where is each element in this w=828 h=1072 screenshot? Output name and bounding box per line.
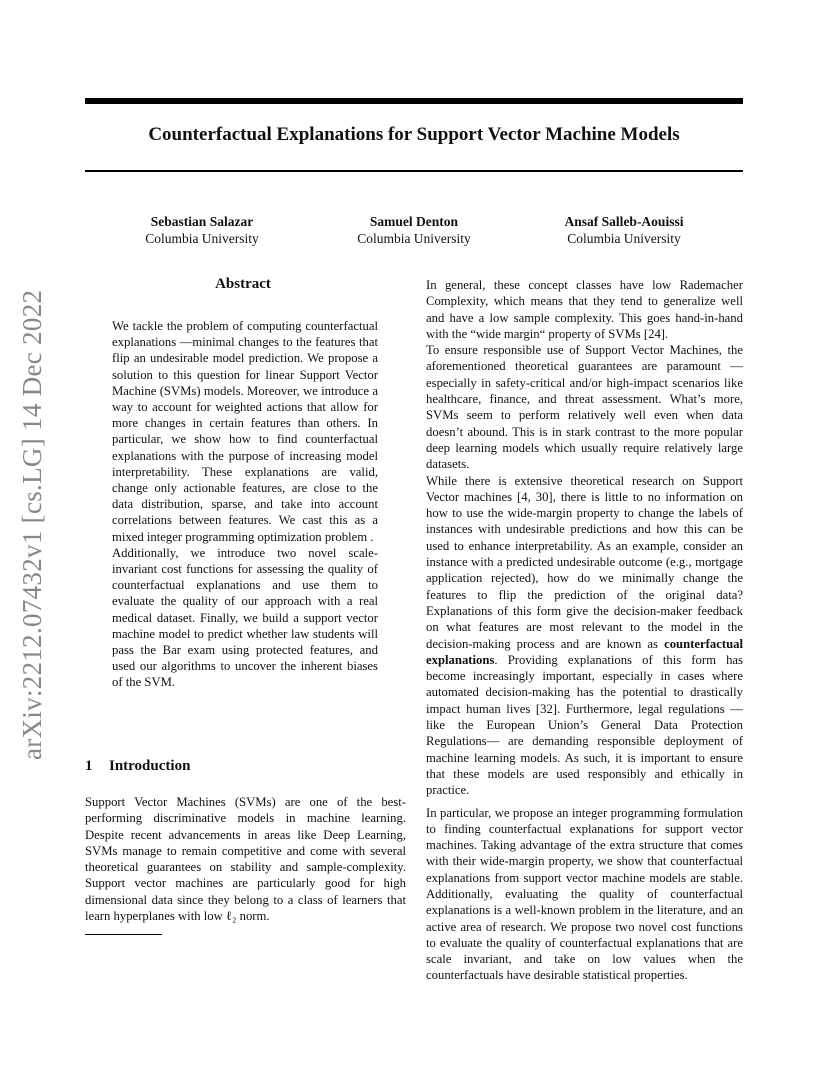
author-name: Sebastian Salazar xyxy=(150,214,254,229)
section-title: Introduction xyxy=(109,758,191,774)
abstract-paragraph: We tackle the problem of computing counterfactual explanations —minimal changes to the features that flip an undesirable model prediction. We propose a solution to this question for linear Support Vector Machine (SVMs) models. Moreover, we introduce a way to account for weighted actions that allow for more changes in certain features than others. In particular, we show how to find counterfactual explanations with the purpose of increasing model interpretability. These explanations are valid, change only actionable features, are close to the data distribution, sparse, and take into account correlations between features. We cast this as a mixed integer programming optimization problem . xyxy=(112,319,378,544)
abstract-body xyxy=(112,318,378,691)
section-number: 1 xyxy=(85,758,93,774)
author-block-2 xyxy=(314,213,514,247)
paper-title: Counterfactual Explanations for Support Vector Machine Models xyxy=(148,124,680,145)
author-block-1 xyxy=(102,213,302,247)
introduction-body xyxy=(85,794,406,924)
author-name: Samuel Denton xyxy=(369,214,459,229)
footnote-rule xyxy=(85,934,162,935)
author-affiliation: Columbia University xyxy=(357,231,471,246)
arxiv-identifier: arXiv:2212.07432v1 [cs.LG] 14 Dec 2022 xyxy=(17,289,47,760)
bold-term: counterfactual explanations xyxy=(426,636,743,667)
section-heading xyxy=(85,758,405,775)
title-bottom-rule xyxy=(85,170,743,172)
author-name: Ansaf Salleb-Aouissi xyxy=(564,214,684,229)
body-paragraph: Support Vector Machines (SVMs) are one of the best-performing discriminative models in machine learning. Despite recent advancements in areas like Deep Learning, SVMs manage to remain competitive and come with several theoretical guarantees on stability and sample-complexity. Support vector machines are particularly good for high dimensional data since they belong to a class of learners that learn hyperplanes with low ℓ₂ norm. xyxy=(85,795,406,924)
title-top-rule xyxy=(85,98,743,104)
body-paragraph: In particular, we propose an integer programming formulation to finding counterfactual explanations for support vector machines. Taking advantage of the extra structure that comes with their wide-margin property, we show that counterfactual explanations from support vector machine models are stable. Additionally, evaluating the quality of counterfactual explanations is a well-known problem in the literature, and an active area of research. We propose two novel cost functions to evaluate the quality of counterfactual explanations that are scale invariant, and take on low values when the counterfactuals have desirable statistical properties. xyxy=(426,805,743,983)
right-column-body xyxy=(426,277,743,984)
body-paragraph xyxy=(426,473,743,799)
body-text: While there is extensive theoretical research on Support Vector machines [4, 30], there is little to no information on how to use the wide-margin property to change the labels of instances with undesirable predictions and how this can be used to enhance interpretability. As an example, consider an instance with a predicted undesirable outcome (e.g., mortgage application rejected), how do we minimally change the features to flip the prediction of the original data? Explanations of this form give the decision-maker feedback on what features are most relevant to the model in the decision-making process and are known as xyxy=(426,473,743,651)
body-paragraph: In general, these concept classes have low Rademacher Complexity, which means that they tend to generalize well and have a low sample complexity. This goes hand-in-hand with the “wide margin“ property of SVMs [24]. xyxy=(426,278,743,341)
author-affiliation: Columbia University xyxy=(145,231,259,246)
body-text: . Providing explanations of this form has become increasingly important, especially in cases where automated decision-making has the potential to drastically impact human lives [32]. Furthermore, legal regulations —like the European Union’s General Data Protection Regulations— are demanding responsible deployment of machine learning models. As such, it is important to ensure that these models are used responsibly and ethically in practice. xyxy=(426,652,743,798)
author-block-3 xyxy=(524,213,724,247)
abstract-paragraph: Additionally, we introduce two novel scale-invariant cost functions for assessing the quality of counterfactual explanations and use them to evaluate the quality of our approach with a real medical dataset. Finally, we build a support vector machine model to predict whether law students will pass the Bar exam using protected features, and used our algorithms to uncover the inherent biases of the SVM. xyxy=(112,545,378,690)
abstract-heading: Abstract xyxy=(215,276,271,292)
author-affiliation: Columbia University xyxy=(567,231,681,246)
body-paragraph: To ensure responsible use of Support Vector Machines, the aforementioned theoretical guarantees are paramount — especially in safety-critical and/or high-impact scenarios like healthcare, finance, and threat assessment. What’s more, SVMs seem to perform relatively well even when data doesn’t abound. This is in stark contrast to the more popular deep learning models which usually require relatively large datasets. xyxy=(426,343,743,472)
